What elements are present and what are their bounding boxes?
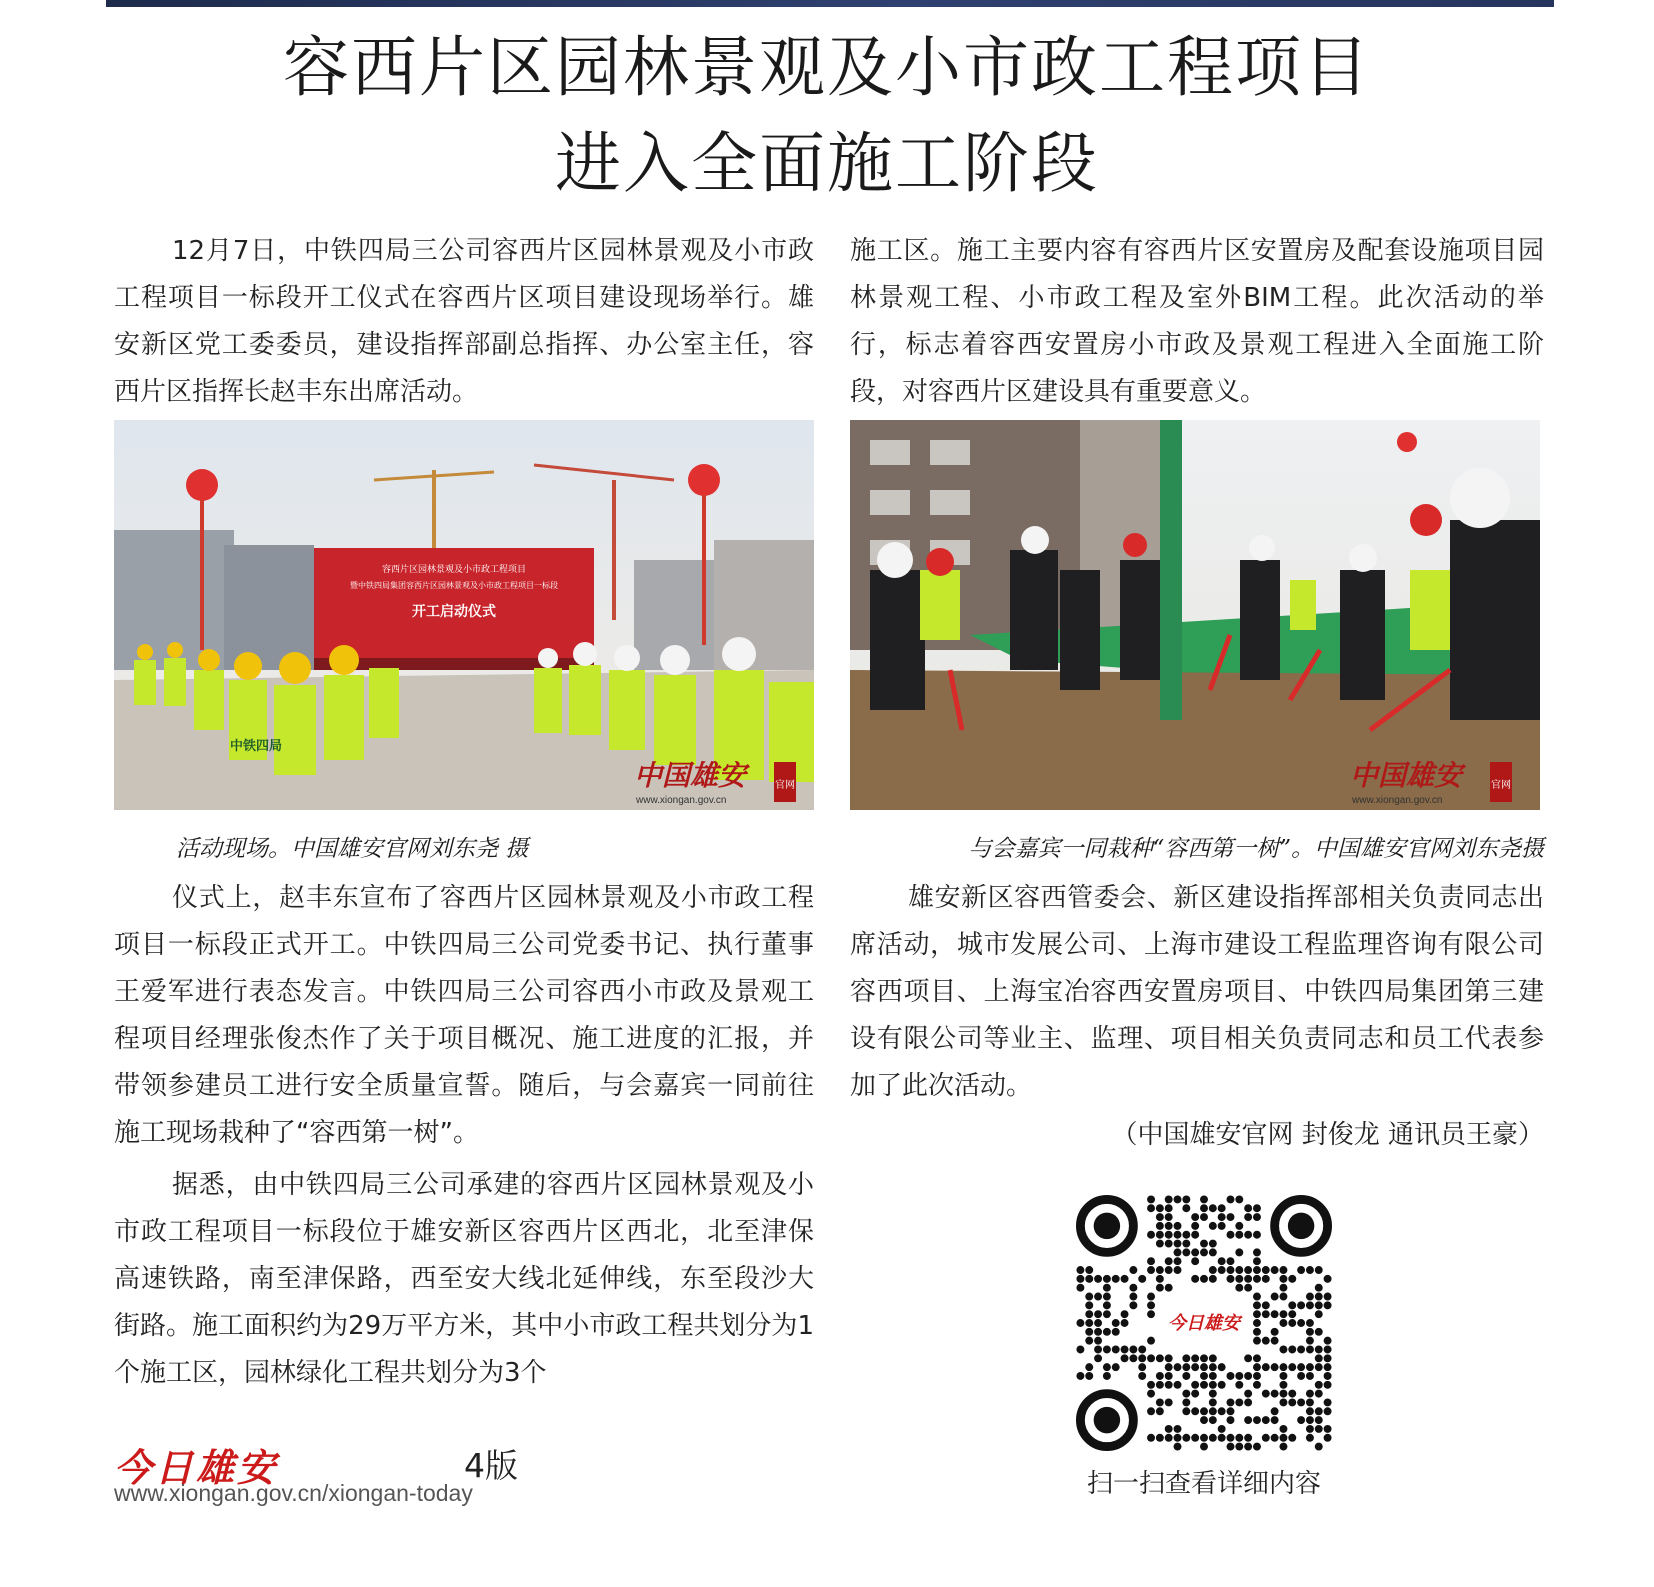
banner-text-3: 开工启动仪式 xyxy=(412,604,496,620)
vest-label: 中铁四局 xyxy=(230,739,283,754)
photo-seal-right: 官网 xyxy=(1491,780,1511,791)
caption-ceremony: 活动现场。中国雄安官网刘东尧 摄 xyxy=(176,836,529,862)
footer-url[interactable]: www.xiongan.gov.cn/xiongan-today xyxy=(114,1480,473,1506)
photo-tree-planting xyxy=(850,420,1540,810)
paragraph-scope: 施工区。施工主要内容有容西片区安置房及配套设施项目园林景观工程、小市政工程及室外BIM工程。此次活动的举行，标志着容西安置房小市政及景观工程进入全面施工阶段，对容西片区建设具有重要意义。 xyxy=(850,236,1544,407)
photo-watermark-right: 中国雄安 xyxy=(1350,759,1463,792)
photo-watermark-url-left: www.xiongan.gov.cn xyxy=(636,795,727,806)
caption-tree-planting: 与会嘉宾一同栽种“容西第一树”。中国雄安官网刘东尧摄 xyxy=(968,836,1544,862)
photo-watermark-url-right: www.xiongan.gov.cn xyxy=(1352,795,1443,806)
headline-line-1: 容西片区园林景观及小市政工程项目 xyxy=(283,29,1371,106)
paragraph-attendees: 雄安新区容西管委会、新区建设指挥部相关负责同志出席活动，城市发展公司、上海市建设工程监理咨询有限公司容西项目、上海宝冶容西安置房项目、中铁四局集团第三建设有限公司等业主、监理、项目相关负责同志和员工代表参加了此次活动。 xyxy=(850,883,1544,1101)
paragraph-location: 据悉，由中铁四局三公司承建的容西片区园林景观及小市政工程项目一标段位于雄安新区容西片区西北，北至津保高速铁路，南至津保路，西至安大线北延伸线，东至段沙大街路。施工面积约为29万平方米，其中小市政工程共划分为1个施工区，园林绿化工程共划分为3个 xyxy=(114,1170,814,1388)
top-rule xyxy=(106,0,1554,7)
paragraph-intro: 12月7日，中铁四局三公司容西片区园林景观及小市政工程项目一标段开工仪式在容西片区项目建设现场举行。雄安新区党工委委员，建设指挥部副总指挥、办公室主任，容西片区指挥长赵丰东出席活动。 xyxy=(114,236,814,407)
photo-ceremony xyxy=(114,420,814,810)
qr-code[interactable] xyxy=(1076,1195,1332,1451)
paragraph-ceremony: 仪式上，赵丰东宣布了容西片区园林景观及小市政工程项目一标段正式开工。中铁四局三公司党委书记、执行董事王爱军进行表态发言。中铁四局三公司容西小市政及景观工程项目经理张俊杰作了关于项目概况、施工进度的汇报，并带领参建员工进行安全质量宣誓。随后，与会嘉宾一同前往施工现场栽种了“容西第一树”。 xyxy=(114,883,814,1148)
byline-credit: （中国雄安官网 封俊龙 通讯员王豪） xyxy=(1111,1120,1544,1150)
photo-seal-left: 官网 xyxy=(775,780,795,791)
qr-center-logo: 今日雄安 xyxy=(1160,1298,1248,1346)
footer-brand-logo: 今日雄安 xyxy=(114,1445,279,1490)
banner-text-2: 暨中铁四局集团容西片区园林景观及小市政工程项目一标段 xyxy=(350,581,558,590)
footer-edition: 4版 xyxy=(464,1446,518,1485)
headline-line-2: 进入全面施工阶段 xyxy=(555,125,1099,202)
photo-watermark-left: 中国雄安 xyxy=(634,759,747,792)
qr-caption: 扫一扫查看详细内容 xyxy=(1086,1469,1321,1499)
banner-text-1: 容西片区园林景观及小市政工程项目 xyxy=(381,565,527,575)
